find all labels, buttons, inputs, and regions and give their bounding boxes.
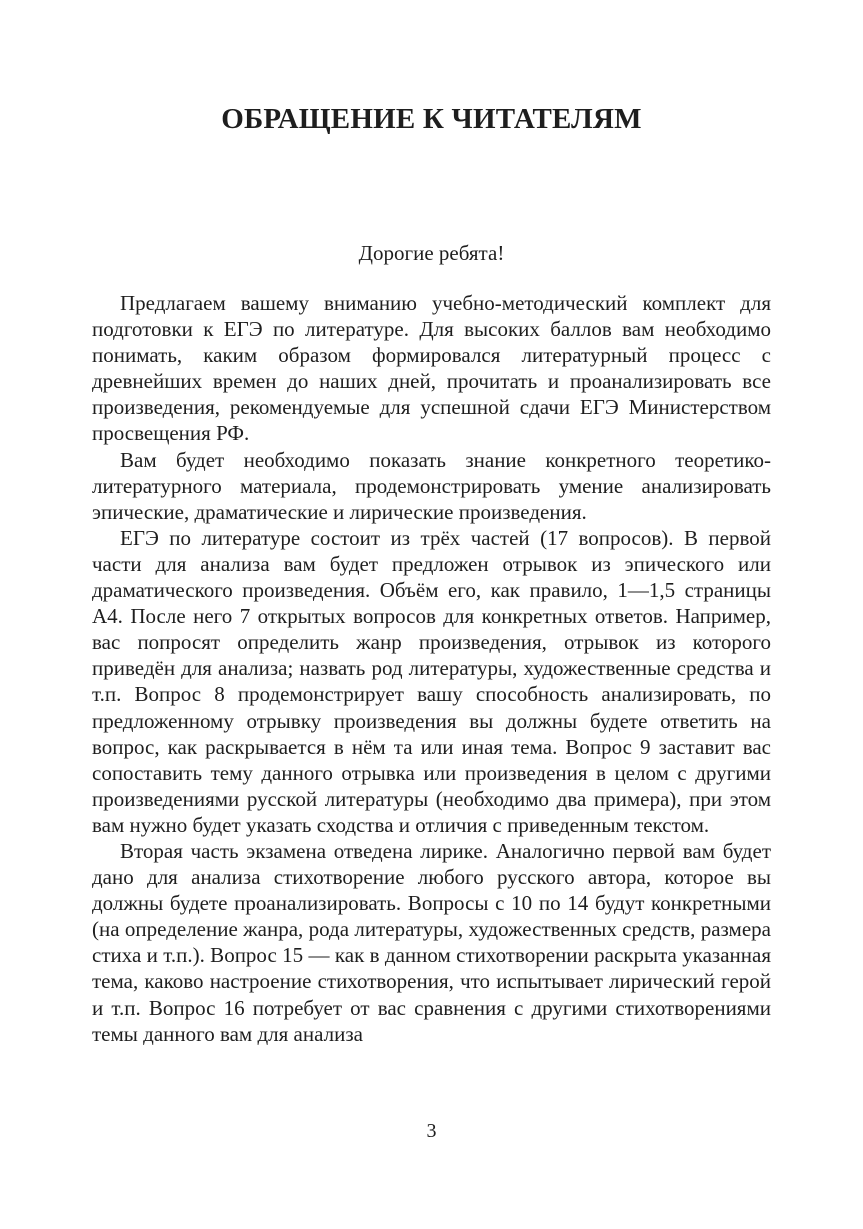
greeting: Дорогие ребята!: [358, 241, 505, 265]
page-title: ОБРАЩЕНИЕ К ЧИТАТЕЛЯМ: [221, 103, 642, 135]
paragraph-1: Предлагаем вашему вниманию учебно-методический комплект для подготовки к ЕГЭ по литературе. Для высоких баллов вам необходимо понимать, каким образом формировался литературный процесс с древнейших времен до наших дней, прочитать и проанализировать все произведения, рекомендуемые для успешной сдачи ЕГЭ Министерством просвещения РФ.: [92, 291, 771, 446]
paragraph-3: ЕГЭ по литературе состоит из трёх частей (17 вопросов). В первой части для анализа вам будет предложен отрывок из эпического или драматического произведения. Объём его, как правило, 1—1,5 страницы А4. После него 7 открытых вопросов для конкретных ответов. Например, вас попросят определить жанр произведения, отрывок из которого приведён для анализа; назвать род литературы, художественные средства и т.п. Вопрос 8 продемонстрирует вашу способность анализировать, по предложенному отрывку произведения вы должны будете ответить на вопрос, как раскрывается в нём та или иная тема. Вопрос 9 заставит вас сопоставить тему данного отрывка или произведения в целом с другими произведениями русской литературы (необходимо два примера), при этом вам нужно будет указать сходства и отличия с приведенным текстом.: [92, 525, 771, 837]
page-number: 3: [426, 1120, 437, 1142]
body-text: [92, 290, 771, 1047]
paragraph-4: Вторая часть экзамена отведена лирике. Аналогично первой вам будет дано для анализа стихотворение любого русского автора, которое вы должны будете проанализировать. Вопросы с 10 по 14 будут конкретными (на определение жанра, рода литературы, художественных средств, размера стиха и т.п.). Вопрос 15 — как в данном стихотворении раскрыта указанная тема, каково настроение стихотворения, что испытывает лирический герой и т.п. Вопрос 16 потребует от вас сравнения с другими стихотворениями темы данного вам для анализа: [92, 838, 771, 1046]
paragraph-2: Вам будет необходимо показать знание конкретного теоретико-литературного материала, продемонстрировать умение анализировать эпические, драматические и лирические произведения.: [92, 447, 771, 524]
